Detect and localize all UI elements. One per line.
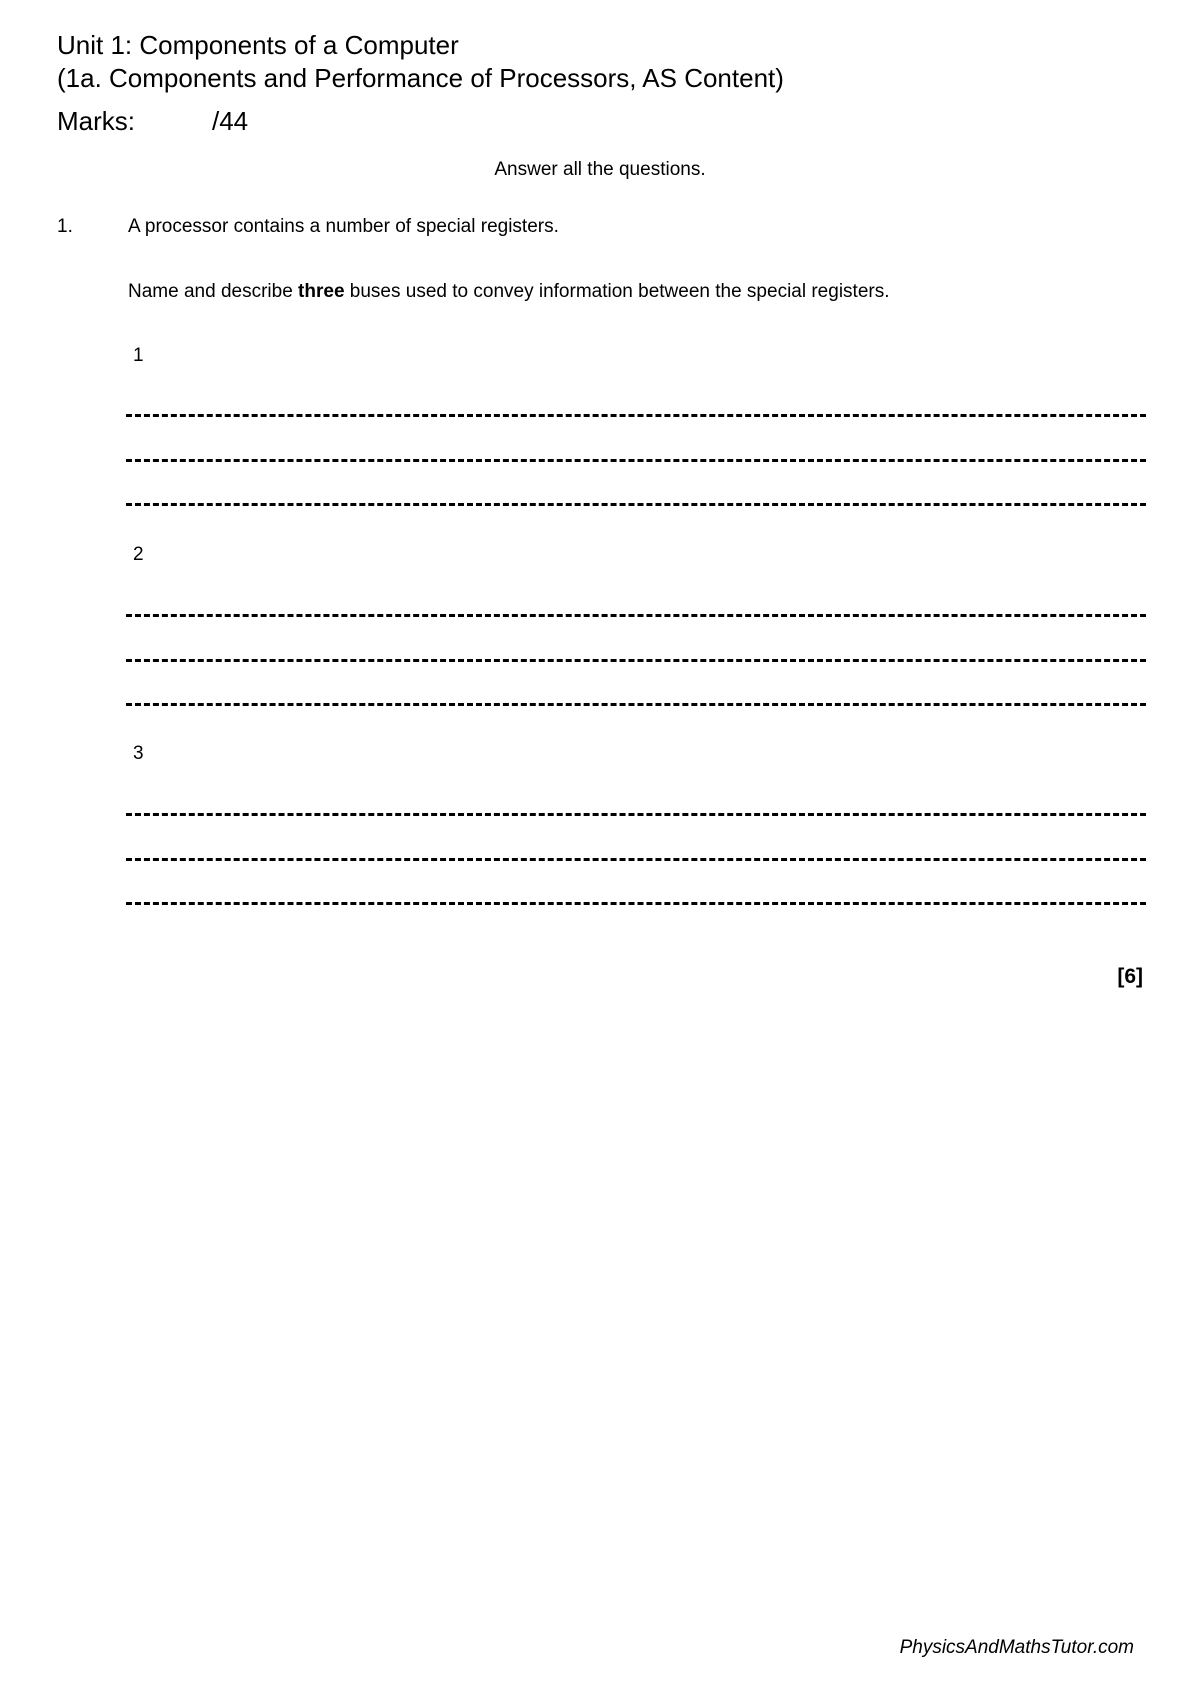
marks-label: Marks: — [57, 106, 135, 136]
unit-subtitle: (1a. Components and Performance of Processors, AS Content) — [57, 63, 784, 93]
question-number: 1. — [57, 216, 73, 237]
prompt-text-end: buses used to convey information between the special registers. — [344, 281, 890, 302]
instruction-text: Answer all the questions. — [494, 159, 706, 180]
question-marks: [6] — [1117, 965, 1143, 988]
prompt-text-start: Name and describe — [128, 281, 299, 302]
answer-line[interactable] — [126, 813, 1146, 816]
answer-line[interactable] — [126, 414, 1146, 417]
answer-item-number: 1 — [133, 345, 144, 366]
footer-site-name: PhysicsAndMathsTutor.com — [899, 1637, 1134, 1658]
answer-line[interactable] — [126, 858, 1146, 861]
answer-line[interactable] — [126, 902, 1146, 905]
marks-row — [57, 106, 248, 136]
answer-line[interactable] — [126, 614, 1146, 617]
unit-title: Unit 1: Components of a Computer — [57, 30, 459, 60]
answer-line[interactable] — [126, 459, 1146, 462]
answer-line[interactable] — [126, 659, 1146, 662]
marks-total-value: /44 — [212, 106, 249, 136]
answer-item-number: 3 — [133, 743, 144, 764]
answer-line[interactable] — [126, 503, 1146, 506]
answer-line[interactable] — [126, 703, 1146, 706]
question-intro: A processor contains a number of special registers. — [128, 216, 559, 237]
answer-item-number: 2 — [133, 544, 144, 565]
question-prompt — [128, 281, 890, 303]
prompt-emphasis: three — [298, 281, 345, 302]
